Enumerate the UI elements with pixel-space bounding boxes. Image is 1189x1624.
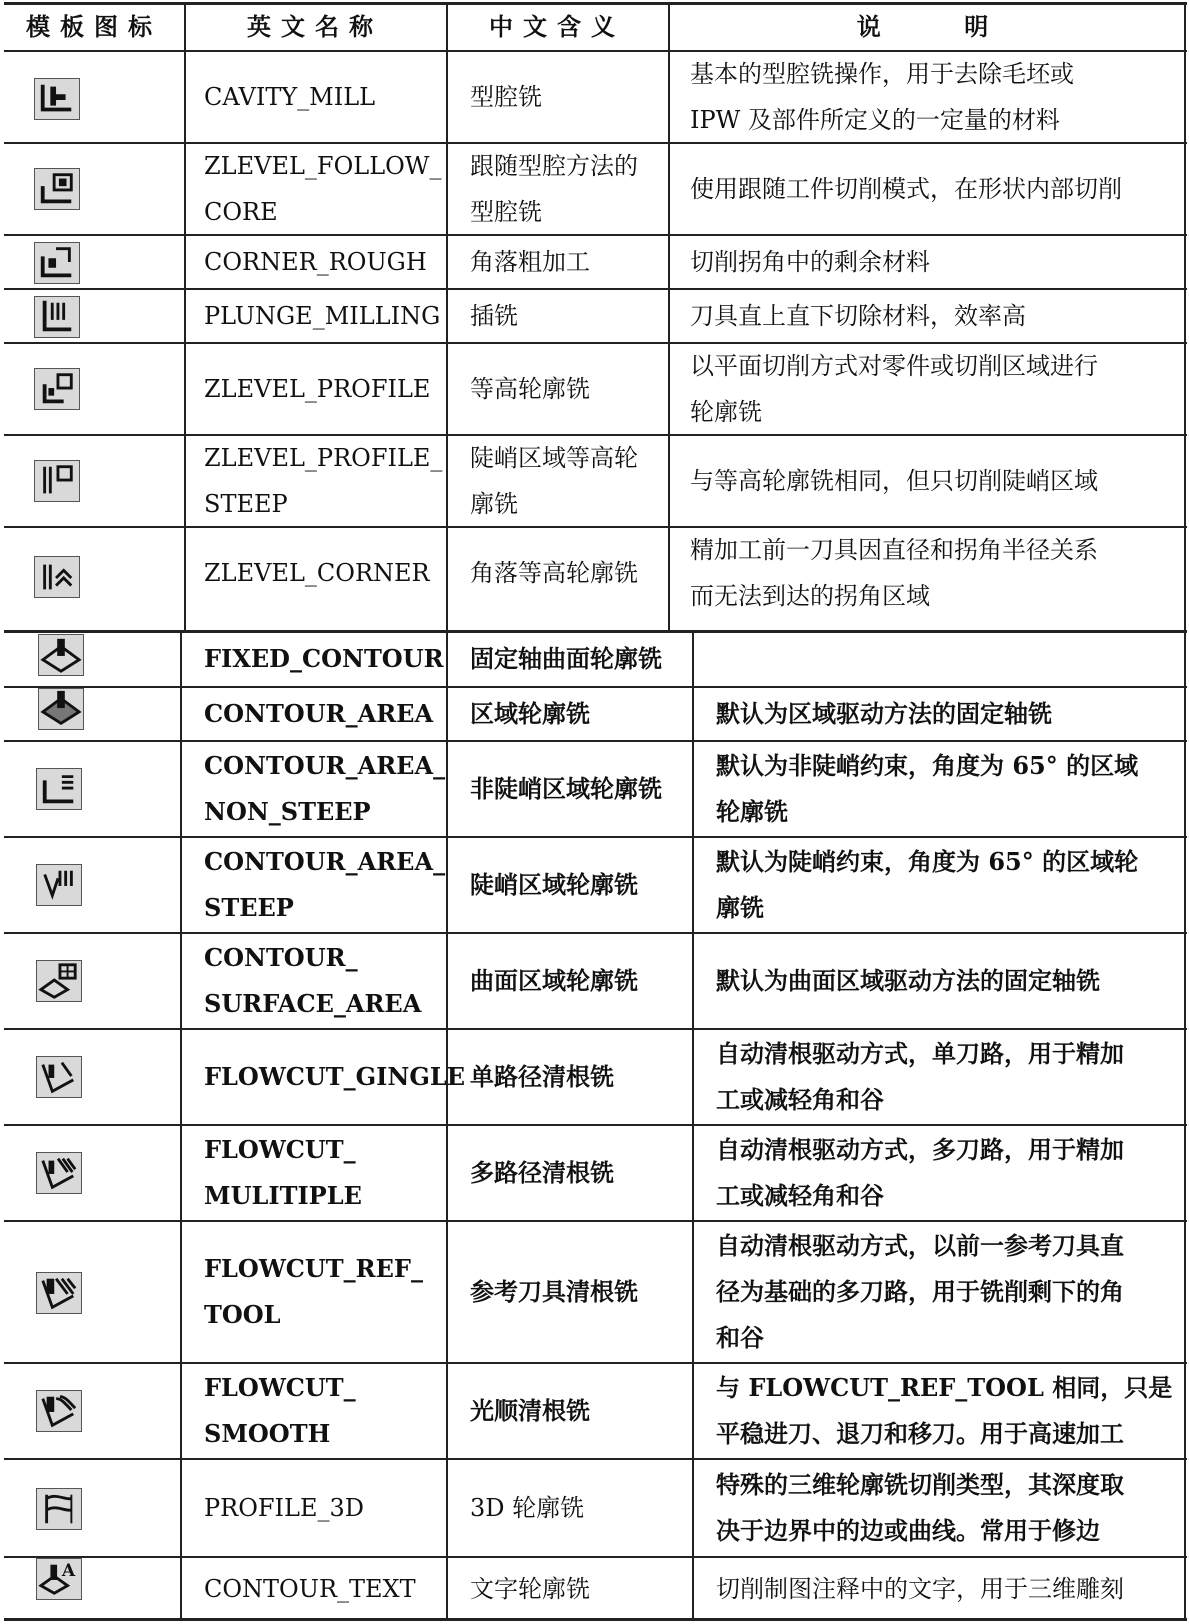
- description: 与等高轮廓铣相同，但只切削陡峭区域: [690, 467, 1098, 495]
- description: 基本的型腔铣操作，用于去除毛坯或 IPW 及部件所定义的一定量的材料: [690, 60, 1074, 134]
- english-name: CAVITY_MILL: [204, 83, 376, 111]
- description: 切削制图注释中的文字，用于三维雕刻: [716, 1575, 1124, 1603]
- description: 刀具直上直下切除材料，效率高: [690, 302, 1026, 330]
- description: 默认为非陡峭约束，角度为 65° 的区域 轮廓铣: [716, 751, 1139, 826]
- english-name: FLOWCUT_ SMOOTH: [204, 1373, 356, 1448]
- table-row: [4, 528, 1187, 618]
- flowcut-single-icon: [36, 1056, 82, 1098]
- table-row: [4, 144, 1187, 234]
- zlevel-follow-core-icon: [34, 168, 80, 210]
- chinese-meaning: 型腔铣: [470, 83, 542, 111]
- chinese-meaning: 文字轮廓铣: [470, 1575, 590, 1603]
- contour-area-non-steep-icon: [36, 768, 82, 810]
- header-description: 说 明: [856, 12, 999, 41]
- contour-area-icon: [38, 688, 84, 730]
- english-name: CONTOUR_AREA_ STEEP: [204, 847, 446, 922]
- flowcut-ref-tool-icon: [36, 1272, 82, 1314]
- zlevel-profile-icon: [34, 368, 80, 410]
- header-english-name: 英文名称: [247, 12, 383, 41]
- chinese-meaning: 陡峭区域等高轮 廓铣: [470, 444, 638, 518]
- english-name: CONTOUR_AREA: [204, 699, 434, 728]
- zlevel-corner-icon: [34, 556, 80, 598]
- description: 精加工前一刀具因直径和拐角半径关系 而无法到达的拐角区域: [690, 536, 1098, 610]
- column-divider: [446, 2, 448, 630]
- english-name: ZLEVEL_CORNER: [204, 559, 430, 587]
- column-divider: [692, 630, 694, 1620]
- chinese-meaning: 参考刀具清根铣: [470, 1277, 638, 1306]
- contour-surface-area-icon: [36, 960, 82, 1002]
- column-divider: [184, 2, 186, 630]
- english-name: ZLEVEL_PROFILE_ STEEP: [204, 444, 443, 518]
- description: 自动清根驱动方式，单刀路，用于精加 工或减轻角和谷: [716, 1039, 1124, 1114]
- description: 默认为曲面区域驱动方法的固定轴铣: [716, 966, 1100, 995]
- description: 以平面切削方式对零件或切削区域进行 轮廓铣: [690, 352, 1098, 426]
- corner-rough-icon: [34, 242, 80, 284]
- contour-area-steep-icon: [36, 864, 82, 906]
- contour-text-icon: [36, 1558, 82, 1600]
- chinese-meaning: 角落等高轮廓铣: [470, 559, 638, 587]
- row-divider: [4, 434, 1187, 436]
- chinese-meaning: 插铣: [470, 302, 518, 330]
- chinese-meaning: 曲面区域轮廓铣: [470, 966, 638, 995]
- row-divider: [4, 288, 1187, 290]
- cavity-mill-icon: [34, 78, 80, 120]
- plunge-milling-icon: [34, 296, 80, 338]
- table-row: [4, 436, 1187, 526]
- row-divider: [4, 526, 1187, 528]
- table-row: [4, 236, 1187, 288]
- row-divider: [4, 342, 1187, 344]
- column-divider: [180, 630, 182, 1620]
- chinese-meaning: 等高轮廓铣: [470, 375, 590, 403]
- table-border-right: [1184, 2, 1186, 1620]
- description: 切削拐角中的剩余材料: [690, 248, 930, 276]
- english-name: PROFILE_3D: [204, 1494, 364, 1522]
- description: 默认为区域驱动方法的固定轴铣: [716, 699, 1052, 728]
- table-row: [4, 290, 1187, 342]
- chinese-meaning: 3D 轮廓铣: [470, 1494, 585, 1522]
- english-name: FLOWCUT_ MULITIPLE: [204, 1135, 362, 1210]
- english-name: ZLEVEL_FOLLOW_ CORE: [204, 152, 442, 226]
- column-divider: [446, 630, 448, 1620]
- description: 自动清根驱动方式，多刀路，用于精加 工或减轻角和谷: [716, 1135, 1124, 1210]
- english-name: FLOWCUT_REF_ TOOL: [204, 1254, 423, 1329]
- chinese-meaning: 跟随型腔方法的 型腔铣: [470, 152, 638, 226]
- english-name: CONTOUR_AREA_ NON_STEEP: [204, 751, 446, 826]
- header-divider: [4, 50, 1187, 52]
- table-row: [4, 52, 1187, 142]
- chinese-meaning: 多路径清根铣: [470, 1158, 614, 1187]
- profile-3d-icon: [36, 1488, 82, 1530]
- chinese-meaning: 角落粗加工: [470, 248, 590, 276]
- table-border-top: [4, 2, 1187, 5]
- english-name: ZLEVEL_PROFILE: [204, 375, 431, 403]
- svg-text:A: A: [61, 1561, 76, 1582]
- chinese-meaning: 非陡峭区域轮廓铣: [470, 774, 662, 803]
- english-name: CONTOUR_TEXT: [204, 1575, 416, 1603]
- description: 自动清根驱动方式，以前一参考刀具直 径为基础的多刀路，用于铣削剩下的角 和谷: [716, 1231, 1124, 1352]
- table-row: [4, 344, 1187, 434]
- flowcut-multiple-icon: [36, 1152, 82, 1194]
- english-name: FLOWCUT_GINGLE: [204, 1062, 465, 1091]
- header-template-icon: 模板图标: [26, 12, 162, 41]
- header-chinese-meaning: 中文含义: [489, 12, 625, 41]
- description: 默认为陡峭约束，角度为 65° 的区域轮 廓铣: [716, 847, 1139, 922]
- column-divider: [668, 2, 670, 630]
- fixed-contour-icon: [38, 634, 84, 676]
- row-divider: [4, 142, 1187, 144]
- description: 使用跟随工件切削模式，在形状内部切削: [690, 175, 1122, 203]
- row-divider: [4, 234, 1187, 236]
- chinese-meaning: 区域轮廓铣: [470, 699, 590, 728]
- english-name: CORNER_ROUGH: [204, 248, 427, 276]
- table-header-row: [4, 4, 1187, 50]
- description: 与 FLOWCUT_REF_TOOL 相同，只是 平稳进刀、退刀和移刀。用于高速加工: [716, 1373, 1173, 1448]
- chinese-meaning: 光顺清根铣: [470, 1396, 590, 1425]
- chinese-meaning: 单路径清根铣: [470, 1062, 614, 1091]
- operation-template-table: [4, 0, 1187, 1622]
- zlevel-profile-steep-icon: [34, 460, 80, 502]
- english-name: FIXED_CONTOUR: [204, 644, 444, 673]
- chinese-meaning: 陡峭区域轮廓铣: [470, 870, 638, 899]
- description: 特殊的三维轮廓铣切削类型，其深度取 决于边界中的边或曲线。常用于修边: [716, 1470, 1124, 1545]
- chinese-meaning: 固定轴曲面轮廓铣: [470, 644, 662, 673]
- english-name: CONTOUR_ SURFACE_AREA: [204, 943, 422, 1018]
- flowcut-smooth-icon: [36, 1390, 82, 1432]
- english-name: PLUNGE_MILLING: [204, 302, 441, 330]
